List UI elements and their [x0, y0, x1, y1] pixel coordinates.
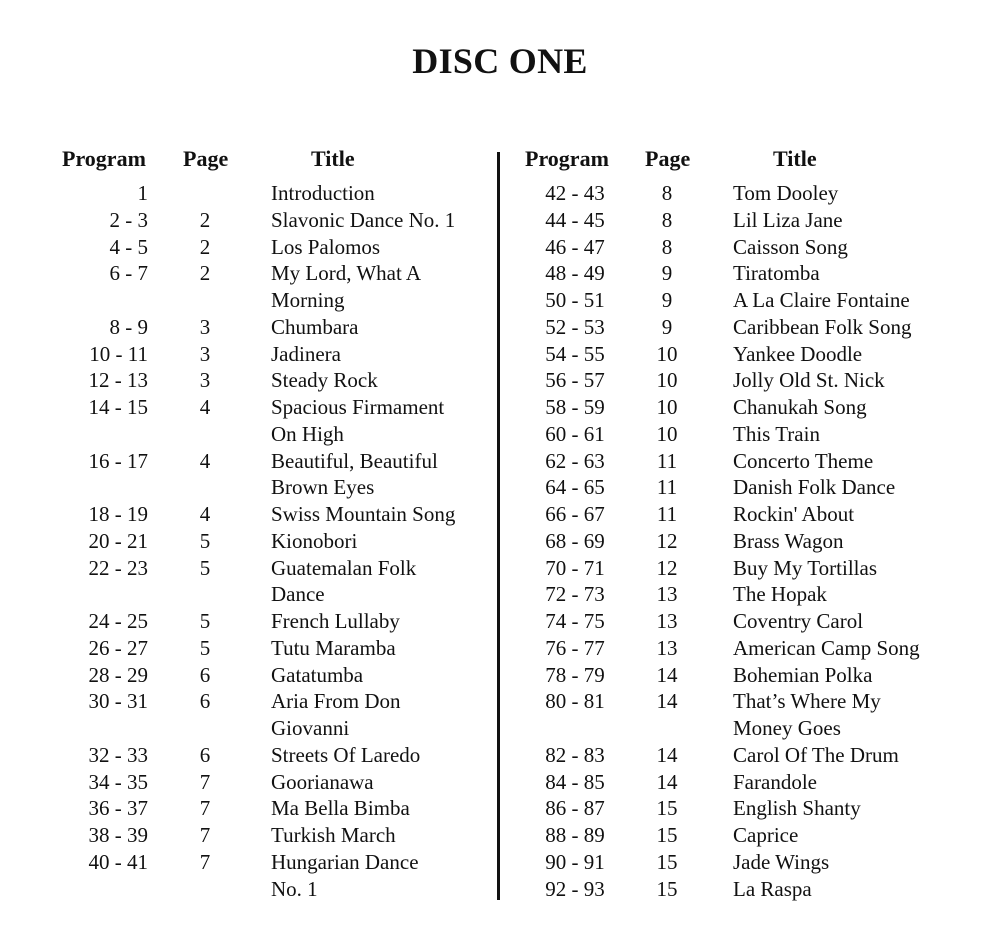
song-title: Dance: [271, 582, 325, 607]
page-number: 8: [661, 234, 673, 259]
program-row: [38, 528, 488, 555]
program-number: 28 - 29: [88, 662, 148, 687]
page-number: 5: [199, 635, 211, 660]
program-row: [525, 555, 975, 582]
program-number: 88 - 89: [545, 823, 605, 847]
song-title: This Train: [733, 421, 820, 446]
program-number: 34 - 35: [88, 769, 148, 794]
page-number: 12: [656, 555, 678, 580]
program-row: [525, 742, 975, 769]
program-number: 14 - 15: [88, 395, 148, 419]
program-row: [525, 180, 975, 207]
program-number: 52 - 53: [545, 314, 605, 339]
program-row: [38, 688, 488, 715]
page-number: 11: [656, 448, 678, 473]
program-number: 50 - 51: [545, 288, 605, 312]
program-row: [38, 822, 488, 849]
program-number: 20 - 21: [88, 528, 148, 553]
left-title-header: Title: [311, 146, 355, 171]
page-number: 6: [199, 662, 211, 687]
song-title: Giovanni: [271, 716, 350, 740]
song-title: Steady Rock: [271, 368, 378, 393]
program-number: 58 - 59: [545, 395, 605, 419]
program-number: 68 - 69: [545, 528, 605, 553]
program-row: [38, 180, 488, 207]
page-number: 4: [199, 395, 211, 419]
page-number: 2: [199, 234, 211, 259]
page-number: 4: [199, 448, 211, 473]
page-number: 14: [656, 742, 678, 767]
song-title: Bohemian Polka: [733, 662, 873, 687]
song-title: Gatatumba: [271, 662, 364, 687]
song-title: Spacious Firmament: [271, 395, 445, 419]
program-number: 60 - 61: [545, 421, 605, 446]
page-number: 7: [199, 849, 211, 874]
program-number: 44 - 45: [545, 207, 605, 232]
program-row: [525, 207, 975, 234]
program-number: 12 - 13: [88, 368, 148, 393]
song-title: Brown Eyes: [271, 475, 375, 500]
program-row: [525, 367, 975, 394]
page-number: 14: [656, 769, 678, 794]
page-number: 14: [656, 689, 678, 714]
song-title: The Hopak: [733, 582, 827, 607]
program-number: 6 - 7: [109, 261, 148, 286]
program-number: 18 - 19: [88, 502, 148, 526]
left-program-header: Program: [62, 146, 146, 171]
song-title: Morning: [271, 288, 345, 312]
program-row: [38, 421, 488, 448]
right-page-header: Page: [645, 146, 691, 171]
left-page-header: Page: [183, 146, 229, 171]
program-number: 1: [137, 181, 148, 205]
song-title: Coventry Carol: [733, 609, 864, 633]
program-row: [38, 474, 488, 501]
page-number: 14: [656, 662, 678, 687]
program-row: [38, 849, 488, 876]
program-row: [38, 769, 488, 796]
program-number: 48 - 49: [545, 261, 605, 286]
page-title: DISC ONE: [412, 41, 588, 81]
song-title: Ma Bella Bimba: [271, 796, 410, 821]
program-row: [525, 314, 975, 341]
program-row: [525, 688, 975, 715]
program-row: [525, 501, 975, 528]
page-number: 5: [199, 555, 211, 580]
page-number: 15: [656, 876, 678, 901]
program-row: [38, 742, 488, 769]
page-number: 4: [199, 502, 211, 526]
song-title: American Camp Song: [733, 635, 920, 660]
song-title: Turkish March: [271, 823, 396, 847]
program-row: [38, 581, 488, 608]
program-row: [38, 555, 488, 582]
page-number: 7: [199, 769, 211, 794]
program-row: [525, 260, 975, 287]
program-number: 66 - 67: [545, 502, 605, 526]
program-row: [525, 876, 975, 903]
song-title: Chumbara: [271, 314, 359, 339]
program-row: [525, 421, 975, 448]
song-title: Swiss Mountain Song: [271, 502, 456, 526]
program-row: [525, 635, 975, 662]
page-number: 13: [656, 635, 678, 660]
program-row: [525, 662, 975, 689]
program-number: 78 - 79: [545, 662, 605, 687]
program-row: [38, 207, 488, 234]
song-title: Tom Dooley: [733, 181, 839, 205]
song-title: Danish Folk Dance: [733, 475, 896, 500]
song-title: Caprice: [733, 823, 799, 847]
page-number: 12: [656, 528, 678, 553]
song-title: Aria From Don: [271, 689, 401, 714]
program-row: [525, 448, 975, 475]
page-number: 2: [199, 261, 211, 286]
program-number: 10 - 11: [89, 341, 148, 366]
program-number: 80 - 81: [545, 689, 605, 714]
page-number: 13: [656, 582, 678, 607]
song-title: La Raspa: [733, 876, 812, 901]
program-row: [38, 341, 488, 368]
song-title: Yankee Doodle: [733, 341, 863, 366]
program-row: [38, 314, 488, 341]
program-row: [525, 394, 975, 421]
right-program-header: Program: [525, 146, 609, 171]
program-number: 32 - 33: [88, 742, 148, 767]
page-number: 5: [199, 528, 211, 553]
page-number: 10: [656, 368, 678, 393]
program-number: 4 - 5: [109, 234, 148, 259]
song-title: Money Goes: [733, 716, 841, 740]
song-title: Concerto Theme: [733, 448, 874, 473]
page-number: 8: [661, 181, 673, 205]
song-title: Jolly Old St. Nick: [733, 368, 885, 393]
page-number: 10: [656, 341, 678, 366]
page-number: 15: [656, 796, 678, 821]
program-row: [525, 341, 975, 368]
page-number: 15: [656, 849, 678, 874]
song-title: Carol Of The Drum: [733, 742, 899, 767]
song-title: Jade Wings: [733, 849, 830, 874]
program-number: 76 - 77: [545, 635, 605, 660]
program-row: [525, 234, 975, 261]
song-title: Buy My Tortillas: [733, 555, 877, 580]
program-number: 64 - 65: [545, 475, 605, 500]
song-title: Los Palomos: [271, 234, 381, 259]
song-title: On High: [271, 421, 344, 446]
program-number: 54 - 55: [545, 341, 605, 366]
song-title: Introduction: [271, 181, 375, 205]
program-number: 56 - 57: [545, 368, 605, 393]
program-number: 72 - 73: [545, 582, 605, 607]
song-title: Tutu Maramba: [271, 635, 396, 660]
program-row: [38, 260, 488, 287]
page-number: 9: [661, 314, 673, 339]
program-row: [38, 234, 488, 261]
page-number: 6: [199, 742, 211, 767]
song-title: Goorianawa: [271, 769, 374, 794]
page-number: 3: [199, 341, 211, 366]
program-number: 16 - 17: [88, 448, 148, 473]
program-number: 24 - 25: [88, 609, 148, 633]
program-row: [38, 287, 488, 314]
song-title: Guatemalan Folk: [271, 555, 417, 580]
song-title: No. 1: [271, 876, 318, 901]
song-title: That’s Where My: [733, 689, 881, 714]
program-row: [525, 822, 975, 849]
page-number: 15: [656, 823, 678, 847]
song-title: Farandole: [733, 769, 817, 794]
song-title: Tiratomba: [733, 261, 820, 286]
program-number: 36 - 37: [88, 796, 148, 821]
program-number: 92 - 93: [545, 876, 605, 901]
page-number: 2: [199, 207, 211, 232]
program-number: 38 - 39: [88, 823, 148, 847]
program-number: 86 - 87: [545, 796, 605, 821]
page-number: 10: [656, 395, 678, 419]
page-number: 11: [656, 502, 678, 526]
song-title: Beautiful, Beautiful: [271, 448, 438, 473]
song-title: Chanukah Song: [733, 395, 867, 419]
program-number: 90 - 91: [545, 849, 605, 874]
page-number: 11: [656, 475, 678, 500]
song-title: A La Claire Fontaine: [733, 288, 910, 312]
song-title: Jadinera: [271, 341, 341, 366]
program-number: 8 - 9: [109, 314, 148, 339]
program-number: 70 - 71: [545, 555, 605, 580]
song-title: Caribbean Folk Song: [733, 314, 912, 339]
song-title: Caisson Song: [733, 234, 848, 259]
program-row: [525, 715, 975, 742]
program-number: 62 - 63: [545, 448, 605, 473]
program-number: 22 - 23: [88, 555, 148, 580]
song-title: French Lullaby: [271, 609, 400, 633]
song-title: Slavonic Dance No. 1: [271, 207, 456, 232]
right-title-header: Title: [773, 146, 817, 171]
program-number: 40 - 41: [88, 849, 148, 874]
program-row: [38, 876, 488, 903]
program-row: [525, 608, 975, 635]
song-title: English Shanty: [733, 796, 861, 821]
song-title: Brass Wagon: [733, 528, 844, 553]
program-row: [525, 849, 975, 876]
song-title: Rockin' About: [733, 502, 855, 526]
program-row: [38, 608, 488, 635]
song-title: Kionobori: [271, 528, 358, 553]
page-number: 13: [656, 609, 678, 633]
page-number: 3: [199, 314, 211, 339]
page-number: 9: [661, 261, 673, 286]
song-title: Lil Liza Jane: [733, 207, 843, 232]
program-row: [525, 287, 975, 314]
program-row: [525, 474, 975, 501]
program-row: [525, 769, 975, 796]
program-row: [525, 581, 975, 608]
program-row: [38, 394, 488, 421]
program-row: [525, 528, 975, 555]
program-number: 26 - 27: [88, 635, 148, 660]
program-number: 74 - 75: [545, 609, 605, 633]
program-number: 2 - 3: [109, 207, 148, 232]
page-number: 6: [199, 689, 211, 714]
program-number: 46 - 47: [545, 234, 605, 259]
page-number: 3: [199, 368, 211, 393]
program-row: [525, 795, 975, 822]
program-row: [38, 367, 488, 394]
song-title: My Lord, What A: [271, 261, 422, 286]
program-row: [38, 448, 488, 475]
page-number: 5: [199, 609, 211, 633]
program-number: 30 - 31: [88, 689, 148, 714]
page-number: 9: [661, 288, 673, 312]
program-row: [38, 501, 488, 528]
program-number: 84 - 85: [545, 769, 605, 794]
program-number: 42 - 43: [545, 181, 605, 205]
program-row: [38, 715, 488, 742]
page-number: 7: [199, 796, 211, 821]
page-number: 10: [656, 421, 678, 446]
program-row: [38, 635, 488, 662]
page-number: 7: [199, 823, 211, 847]
song-title: Hungarian Dance: [271, 849, 419, 874]
song-title: Streets Of Laredo: [271, 742, 421, 767]
page-number: 8: [661, 207, 673, 232]
column-divider: [497, 152, 500, 900]
program-row: [38, 662, 488, 689]
program-number: 82 - 83: [545, 742, 605, 767]
program-row: [38, 795, 488, 822]
